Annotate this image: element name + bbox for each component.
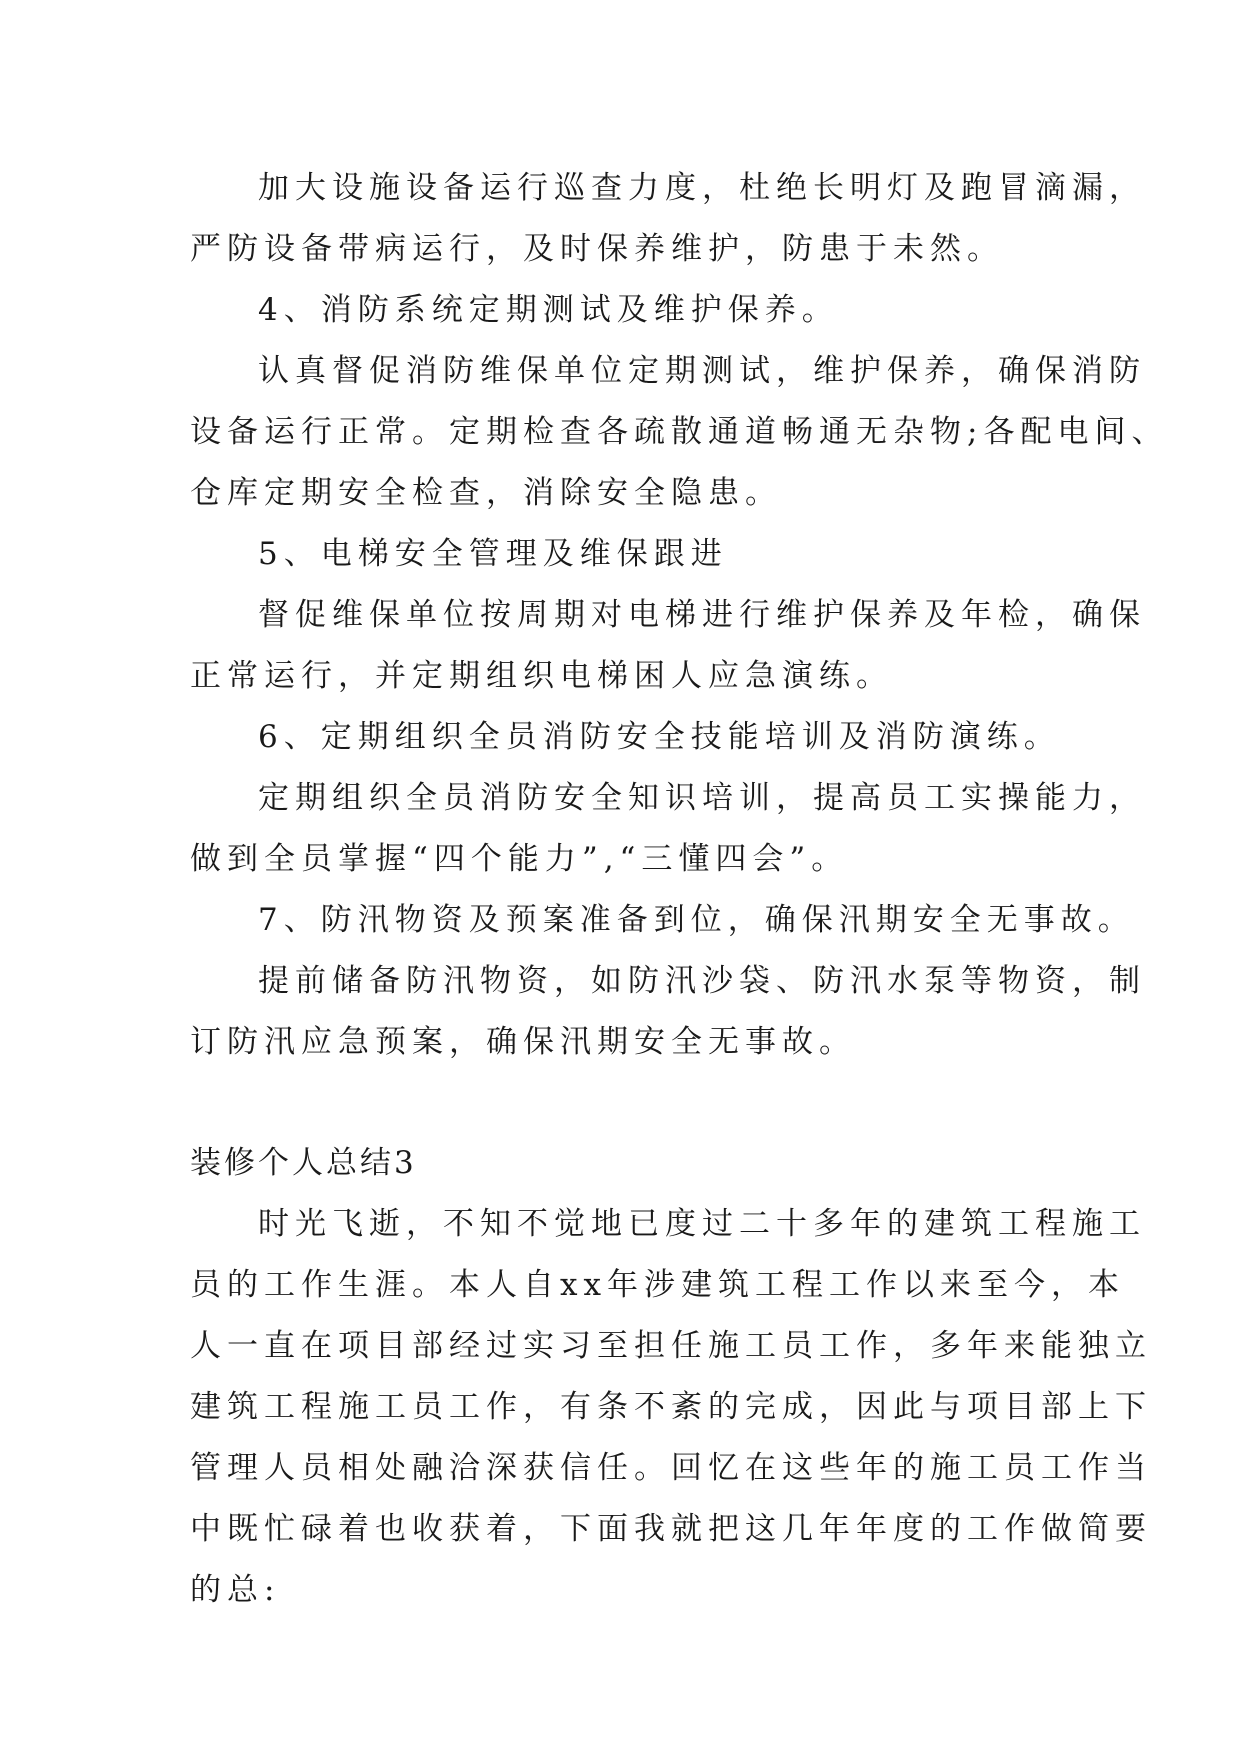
paragraph-line: 督促维保单位按周期对电梯进行维护保养及年检，确保 [258, 597, 1146, 633]
paragraph-line: 管理人员相处融洽深获信任。回忆在这些年的施工员工作当 [190, 1450, 1152, 1486]
list-item-heading: 7、防汛物资及预案准备到位，确保汛期安全无事故。 [258, 902, 1135, 938]
list-item-heading: 5、电梯安全管理及维保跟进 [258, 536, 728, 572]
paragraph-line: 建筑工程施工员工作，有条不紊的完成，因此与项目部上下 [190, 1389, 1152, 1425]
paragraph-line: 认真督促消防维保单位定期测试，维护保养，确保消防 [258, 353, 1146, 389]
paragraph-line: 提前储备防汛物资，如防汛沙袋、防汛水泵等物资，制 [258, 963, 1146, 999]
list-item-heading: 6、定期组织全员消防安全技能培训及消防演练。 [258, 719, 1061, 755]
paragraph-line: 员的工作生涯。本人自xx年涉建筑工程工作以来至今，本 [190, 1267, 1125, 1303]
paragraph-line: 人一直在项目部经过实习至担任施工员工作，多年来能独立 [190, 1328, 1152, 1364]
list-item-heading: 4、消防系统定期测试及维护保养。 [258, 292, 839, 328]
paragraph-line: 订防汛应急预案，确保汛期安全无事故。 [190, 1024, 856, 1060]
paragraph-line: 仓库定期安全检查，消除安全隐患。 [190, 475, 782, 511]
paragraph-line: 严防设备带病运行，及时保养维护，防患于未然。 [190, 231, 1004, 267]
paragraph-line: 正常运行，并定期组织电梯困人应急演练。 [190, 658, 893, 694]
paragraph-line: 做到全员掌握“四个能力”,“三懂四会”。 [190, 841, 849, 877]
paragraph-line: 设备运行正常。定期检查各疏散通道畅通无杂物;各配电间、 [190, 414, 1169, 450]
paragraph-line: 加大设施设备运行巡查力度，杜绝长明灯及跑冒滴漏， [258, 170, 1146, 206]
paragraph-line: 时光飞逝，不知不觉地已度过二十多年的建筑工程施工 [258, 1206, 1146, 1242]
paragraph-line: 的总: [190, 1572, 281, 1608]
section-heading: 装修个人总结3 [190, 1145, 417, 1181]
paragraph-line: 中既忙碌着也收获着，下面我就把这几年年度的工作做简要 [190, 1511, 1152, 1547]
paragraph-line: 定期组织全员消防安全知识培训，提高员工实操能力， [258, 780, 1146, 816]
section-gap [190, 1073, 1060, 1133]
document-body [190, 158, 1169, 1621]
